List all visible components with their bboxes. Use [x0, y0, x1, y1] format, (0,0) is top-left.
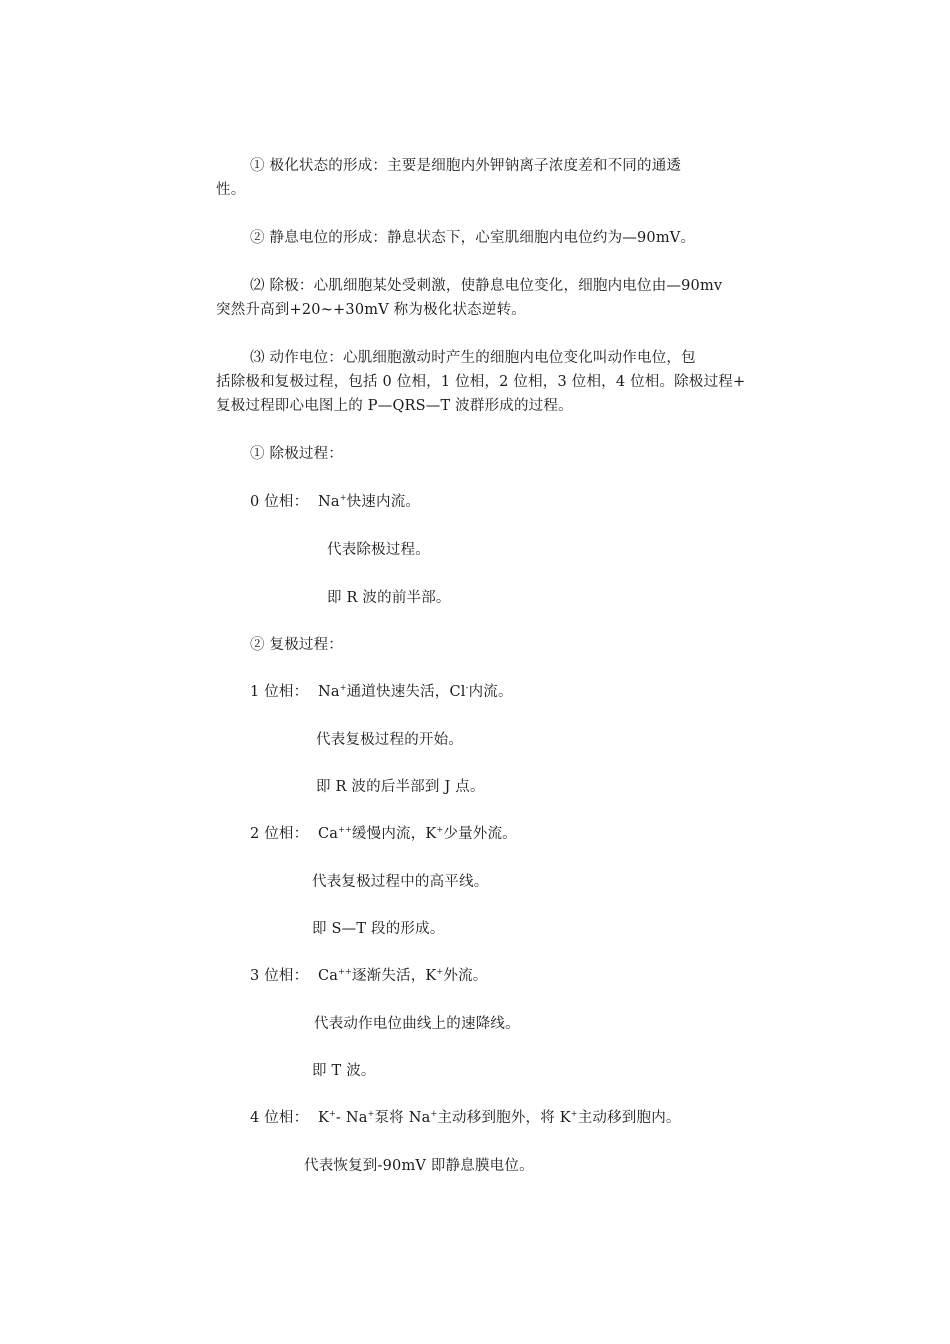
polarization-formation-line2: 性。: [216, 182, 246, 198]
phase-1-represents: 代表复极过程的开始。: [316, 732, 463, 748]
phase-3-label: 3 位相：: [250, 968, 309, 984]
phase-3-represents: 代表动作电位曲线上的速降线。: [314, 1016, 520, 1032]
action-potential-line1: ⑶ 动作电位：心肌细胞激动时产生的细胞内电位变化叫动作电位，包: [250, 350, 696, 366]
phase-1-line: 1 位相： Na+通道快速失活，Cl-内流。: [250, 683, 513, 700]
phase-4-label: 4 位相：: [250, 1110, 309, 1126]
phase-0-label: 0 位相：: [250, 494, 309, 510]
resting-potential-line: ② 静息电位的形成：静息状态下，心室肌细胞内电位约为—90mV。: [250, 230, 696, 246]
phase-3-wave: 即 T 波。: [312, 1063, 376, 1079]
phase-4-represents: 代表恢复到-90mV 即静息膜电位。: [304, 1158, 534, 1174]
action-potential-line2: 括除极和复极过程，包括 0 位相，1 位相，2 位相，3 位相，4 位相。除极过程+: [216, 374, 746, 390]
phase-1-label: 1 位相：: [250, 684, 309, 700]
phase-0-wave: 即 R 波的前半部。: [327, 590, 451, 606]
phase-0-line: 0 位相： Na+快速内流。: [250, 493, 421, 510]
polarization-formation-line1: ① 极化状态的形成：主要是细胞内外钾钠离子浓度差和不同的通透: [250, 158, 682, 174]
phase-2-represents: 代表复极过程中的高平线。: [312, 874, 489, 890]
phase-4-line: 4 位相： K+- Na+泵将 Na+主动移到胞外，将 K+主动移到胞内。: [250, 1109, 681, 1126]
depolarization-line1: ⑵ 除极：心肌细胞某处受刺激，使静息电位变化，细胞内电位由—90mv: [250, 278, 723, 294]
phase-2-segment: 即 S—T 段的形成。: [312, 921, 445, 937]
depolarization-process-heading: ① 除极过程：: [250, 446, 344, 462]
repolarization-process-heading: ② 复极过程：: [250, 637, 344, 653]
depolarization-line2: 突然升高到+20~+30mV 称为极化状态逆转。: [216, 302, 526, 318]
action-potential-line3: 复极过程即心电图上的 P—QRS—T 波群形成的过程。: [216, 398, 573, 414]
phase-0-represents: 代表除极过程。: [327, 542, 430, 558]
phase-2-line: 2 位相： Ca++缓慢内流，K+少量外流。: [250, 825, 517, 842]
phase-2-label: 2 位相：: [250, 826, 309, 842]
phase-1-wave: 即 R 波的后半部到 J 点。: [316, 779, 485, 795]
phase-3-line: 3 位相： Ca++逐渐失活，K+外流。: [250, 967, 488, 984]
